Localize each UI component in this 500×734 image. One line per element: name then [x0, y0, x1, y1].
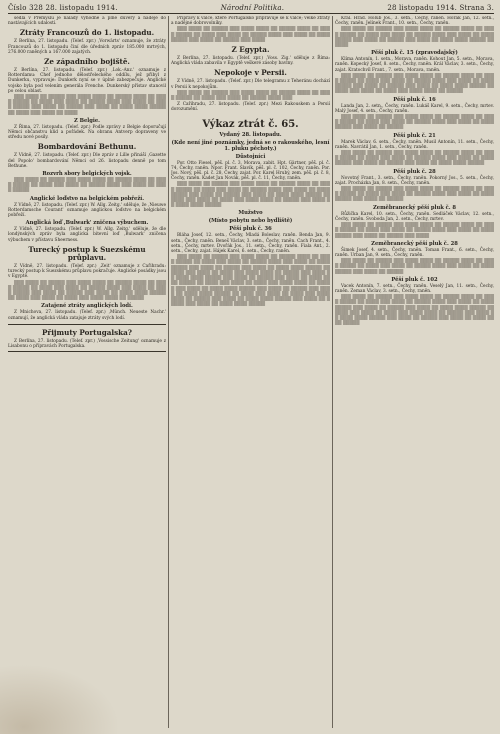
casualty-entries: Bláha Josef, 12. setn., Čechy, Mladá Boleslav, raněn. Benda Jan, 9. setn., Čechy, raněn. Beneš Václav, 3. setn., Čechy, raněn. Cach Frant., 4. setn., Čechy, mrtev. Dvořák Jos., 11. setn., Čechy, raněn. Fiala Ant., 2. setn., Čechy, zajat. Hájek Karel, 6. setn., Čechy, raněn. — [171, 233, 330, 255]
article-text: Z Berlína, 27. listopadu. (Telef. zpr.) ,Vorwärts' oznamuje, že ztráty Francouzů do 1. listopadu činí dle úředních zpráv 185.000 mrtvých, 276.000 raněných a 167.000 zajatých. — [8, 39, 166, 55]
boxed-article — [8, 324, 166, 352]
casualty-list-title: Výkaz ztrát č. 65. — [202, 118, 299, 130]
text-filler: ▒▒▒ ▒▒▒▒ ▒▒ ▒▒▒▒▒ ▒▒▒ ▒▒▒▒ ▒▒▒▒ ▒▒ ▒▒▒▒▒ ▒▒▒▒ ▒▒ ▒▒▒▒ ▒▒▒▒▒ ▒▒ ▒▒▒▒ ▒▒▒ ▒▒▒▒ ▒▒ ▒▒▒▒▒ ▒▒▒▒ ▒▒▒ — [171, 90, 330, 102]
column-divider — [168, 16, 169, 728]
section-heading: Důstojníci — [235, 153, 266, 160]
column-divider — [332, 16, 333, 728]
casualty-list-subtitle: Vydaný 28. listopadu. — [219, 131, 282, 138]
article-text: Přípravy k válce, které Portugalsko připravuje se k válce; velké ztráty a nadějné dobrovolníky. — [171, 16, 330, 27]
text-filler: ▒▒▒ ▒▒▒▒ ▒▒ ▒▒▒▒▒ ▒▒▒ ▒▒▒▒ ▒▒▒▒ ▒▒ ▒▒▒▒▒ ▒▒▒▒ ▒▒ ▒▒▒▒ ▒▒▒▒▒ ▒▒ ▒▒▒▒ ▒▒▒ ▒▒▒▒ ▒▒ ▒▒▒▒▒ ▒▒▒▒ ▒▒▒ ▒▒▒▒ ▒▒ ▒▒▒▒ ▒▒▒▒▒ ▒▒▒ ▒▒▒▒ ▒▒ ▒▒▒▒▒ ▒▒▒ ▒▒▒▒ ▒▒ ▒▒▒▒ ▒▒▒▒ ▒▒▒▒▒ ▒▒ ▒▒▒▒ ▒▒▒ ▒▒▒▒ ▒▒ ▒▒▒▒ ▒▒▒ ▒▒▒▒ ▒▒▒▒ ▒▒ ▒▒▒▒▒ ▒▒▒ ▒▒▒▒ ▒▒ ▒▒▒▒ ▒▒▒▒ ▒▒▒▒▒ ▒▒▒ ▒▒▒▒ ▒▒ ▒▒▒▒▒ ▒▒▒ ▒▒▒▒ ▒▒ ▒▒▒▒ ▒▒▒▒ ▒▒▒▒▒ ▒▒ ▒▒▒▒ ▒▒▒ ▒▒▒▒ ▒▒ ▒▒▒▒ ▒▒▒ ▒▒▒▒ ▒▒▒▒ ▒▒ ▒▒▒▒▒ ▒▒▒ ▒▒▒▒ ▒▒ ▒▒▒▒ ▒▒▒▒ ▒▒▒▒▒ ▒▒▒ ▒▒▒▒ ▒▒ ▒▒▒▒▒ ▒▒▒ ▒▒▒▒ ▒▒ ▒▒▒▒ ▒▒▒▒ ▒▒▒▒▒ ▒▒ ▒▒▒▒ ▒▒▒ ▒▒▒▒ ▒▒ ▒▒▒▒ ▒▒▒ ▒▒▒▒ ▒▒▒▒ ▒▒ ▒▒▒▒▒ ▒▒▒ ▒▒▒▒ ▒▒ ▒▒▒▒ ▒▒▒▒ ▒▒▒▒▒ ▒▒▒ ▒▒▒▒ ▒▒ ▒▒▒▒▒ ▒▒▒ ▒▒▒▒ ▒▒ ▒▒▒▒ ▒▒▒▒ ▒▒▒▒▒ — [171, 255, 330, 308]
casualty-entries: Marek Václav, 6. setn., Čechy, raněn. Musil Antonín, 11. setn., Čechy, raněn. Navrátil Jan, 1. setn., Čechy, raněn. — [335, 139, 494, 150]
text-filler: ▒▒▒ ▒▒▒▒ ▒▒ ▒▒▒▒▒ ▒▒▒ ▒▒▒▒ ▒▒▒▒ ▒▒ ▒▒▒▒▒ ▒▒▒▒ ▒▒ ▒▒▒▒ ▒▒▒▒▒ ▒▒ ▒▒▒▒ ▒▒▒ ▒▒▒▒ ▒▒ ▒▒▒▒▒ ▒▒▒▒ ▒▒▒ ▒▒▒▒ ▒▒ ▒▒▒▒ ▒▒▒▒▒ ▒▒▒ ▒▒▒▒ ▒▒ ▒▒▒▒▒ ▒▒▒ ▒▒▒▒ ▒▒ ▒▒▒▒ ▒▒▒▒ ▒▒▒▒▒ ▒▒ ▒▒▒▒ ▒▒▒ ▒▒▒▒ ▒▒ ▒▒▒▒ ▒▒▒ ▒▒▒▒ ▒▒▒▒ ▒▒ ▒▒▒▒▒ — [335, 73, 494, 95]
article-heading: Rozvrh sbory belgických vojsk. — [42, 171, 132, 178]
article-heading: Ze západního bojiště. — [44, 57, 130, 67]
casualty-entries: Šimek Josef, 4. setn., Čechy, raněn. Toman Frant., 6. setn., Čechy, raněn. Urban Jan, 9. setn., Čechy, raněn. — [335, 247, 494, 258]
article-heading: Nepokoje v Persii. — [214, 68, 287, 78]
casualty-entries: Král. Hrad. Holub Jos., 3. setn., Čechy, raněn. Horák Jan, 12. setn., Čechy, raněn. Jelínek Frant., 10. setn., Čechy, raněn. — [335, 16, 494, 27]
article-heading: Přijmuty Portugalska? — [42, 327, 132, 337]
column-3 — [335, 16, 494, 728]
text-filler: ▒▒▒ ▒▒▒▒ ▒▒ ▒▒▒▒▒ ▒▒▒ ▒▒▒▒ ▒▒▒▒ ▒▒ ▒▒▒▒▒ ▒▒▒▒ ▒▒ ▒▒▒▒ ▒▒▒▒▒ ▒▒ ▒▒▒▒ ▒▒▒ ▒▒▒▒ ▒▒ ▒▒▒▒▒ ▒▒▒▒ ▒▒▒ ▒▒▒▒ ▒▒ ▒▒▒▒ ▒▒▒▒▒ ▒▒▒ ▒▒▒▒ ▒▒ ▒▒▒▒▒ ▒▒▒ ▒▒▒▒ ▒▒ ▒▒▒▒ ▒▒▒▒ ▒▒▒▒▒ ▒▒ ▒▒▒▒ ▒▒▒ ▒▒▒▒ ▒▒ ▒▒▒▒ ▒▒▒ ▒▒▒▒ ▒▒▒▒ ▒▒ ▒▒▒▒▒ ▒▒▒ ▒▒▒▒ ▒▒ ▒▒▒▒ ▒▒▒▒ ▒▒▒▒▒ — [171, 182, 330, 209]
article-heading: Anglická loď ,Bulwark' zničena výbuchem. — [25, 220, 149, 227]
text-filler: ▒▒▒ ▒▒▒▒ ▒▒ ▒▒▒▒▒ ▒▒▒ ▒▒▒▒ ▒▒▒▒ ▒▒ ▒▒▒▒▒ ▒▒▒▒ ▒▒ ▒▒▒▒ ▒▒▒▒▒ ▒▒ ▒▒▒▒ ▒▒▒ ▒▒▒▒ ▒▒ ▒▒▒▒▒ ▒▒▒▒ ▒▒▒ ▒▒▒▒ ▒▒ ▒▒▒▒ ▒▒▒▒▒ ▒▒▒ ▒▒▒▒ ▒▒ ▒▒▒▒▒ ▒▒▒ ▒▒▒▒ — [171, 27, 330, 43]
regiment-heading: Pěší pluk č. 21 — [393, 132, 436, 139]
text-filler: ▒▒▒ ▒▒▒▒ ▒▒ ▒▒▒▒▒ ▒▒▒ ▒▒▒▒ ▒▒▒▒ ▒▒ ▒▒▒▒▒ ▒▒▒▒ ▒▒ ▒▒▒▒ ▒▒▒▒▒ ▒▒ ▒▒▒▒ ▒▒▒ ▒▒▒▒ ▒▒ ▒▒▒▒▒ ▒▒▒▒ ▒▒▒ ▒▒▒▒ ▒▒ ▒▒▒▒ ▒▒▒▒▒ ▒▒▒ ▒▒▒▒ ▒▒ ▒▒▒▒▒ — [335, 187, 494, 203]
article-heading: Z Belgie. — [74, 117, 100, 124]
casualty-list-note: (Kde není jiné poznámky, jedná se o rakouského, lesní 1. pluku pěchoty.) — [171, 139, 330, 152]
section-heading: Mužstvo — [238, 210, 263, 217]
casualty-entries: Por. Otto Fiesel, pěš. pl. č. 3, Morava, zabit. Hpt. Gärtner, pěš. pl. č. 74, Čechy, raněn. Npor. Frant. Slavík, pěš. pl. č. 102, Čechy, raněn. Por. Jos. Nový, pěš. pl. č. 28, Čechy, zajat. Por. Karel Hrubý, zem. pěš. pl. č. 8, Čechy, raněn. Kadet Jan Novák, pěš. pl. č. 11, Čechy, raněn. — [171, 160, 330, 182]
regiment-heading: Pěší pluk č. 28 — [393, 168, 436, 175]
article-text: Z Berlína, 27. listopadu. (Telef. zpr.) ,Vossische Zeitung' oznamuje z Lisabonu o přípravách Portugalska. — [8, 338, 166, 349]
issue-number: Číslo 328 28. listopadu 1914. — [8, 4, 118, 12]
article-heading: Zatajené ztráty anglických lodí. — [41, 303, 133, 310]
article-text: sedla v Přemyšlu je nálady výhodné a plné důvěry a naděje do nastávajících udalostí. — [8, 16, 166, 27]
header-rule — [8, 13, 494, 14]
article-text: Z Vídně, 27. listopadu. (Telef. zpr.) Dle zpráv z Lille přináší ,Gazette del Popolo' bombardování Němci od 26. listopadu denně po tom Bethune. — [8, 153, 166, 169]
column-1 — [8, 16, 166, 728]
regiment-heading: Pěší pluk č. 15 (zpravodajský) — [371, 50, 458, 57]
casualty-entries: Vacek Antonín, 7. setn., Čechy, raněn. Veselý Jan, 11. setn., Čechy, raněn. Zeman Václav, 3. setn., Čechy, raněn. — [335, 283, 494, 294]
text-filler: ▒▒▒ ▒▒▒▒ ▒▒ ▒▒▒▒▒ ▒▒▒ ▒▒▒▒ ▒▒▒▒ ▒▒ ▒▒▒▒▒ ▒▒▒▒ ▒▒ ▒▒▒▒ ▒▒▒▒▒ ▒▒ ▒▒▒▒ ▒▒▒ ▒▒▒▒ ▒▒ ▒▒▒▒▒ ▒▒▒▒ ▒▒▒ ▒▒▒▒ ▒▒ ▒▒▒▒ ▒▒▒▒▒ ▒▒▒ ▒▒▒▒ ▒▒ ▒▒▒▒▒ ▒▒▒ ▒▒▒▒ ▒▒ ▒▒▒▒ ▒▒▒▒ ▒▒▒▒▒ ▒▒ ▒▒▒▒ ▒▒▒ ▒▒▒▒ ▒▒ ▒▒▒▒ — [8, 95, 166, 116]
page-header — [8, 3, 494, 13]
article-text: Z Vídně, 27. listopadu. (Telef. zpr.) Dle telegramu z Teheránu dochází v Persii k nepokojům. — [171, 79, 330, 90]
casualty-entries: Landa Jan, 2. setn., Čechy, raněn. Lukáš Karel, 9. setn., Čechy, mrtev. Malý Josef, 4. setn., Čechy, raněn. — [335, 103, 494, 114]
article-text: Z Vídně, 27. listopadu. (Telef. zpr.) W. Allg. Zeitg.' sděluje, že dle londýnských zpráv byla anglická bitevní loď ,Bulwark' zničena výbuchem v přístavu Sheerness. — [8, 227, 166, 243]
page-number: 28 listopadu 1914. Strana 3. — [387, 4, 494, 12]
text-filler: ▒▒▒ ▒▒▒▒ ▒▒ ▒▒▒▒▒ ▒▒▒ ▒▒▒▒ ▒▒▒▒ ▒▒ ▒▒▒▒▒ ▒▒▒▒ ▒▒ ▒▒▒▒ ▒▒▒▒▒ ▒▒ ▒▒▒▒ ▒▒▒ ▒▒▒▒ ▒▒ ▒▒▒▒▒ ▒▒▒▒ ▒▒▒ ▒▒▒▒ ▒▒ ▒▒▒▒ ▒▒▒▒▒ ▒▒▒ ▒▒▒▒ ▒▒ ▒▒▒▒▒ ▒▒▒ ▒▒▒▒ — [335, 223, 494, 239]
text-filler: ▒▒▒ ▒▒▒▒ ▒▒ ▒▒▒▒▒ ▒▒▒ ▒▒▒▒ ▒▒▒▒ ▒▒ ▒▒▒▒▒ ▒▒▒▒ ▒▒ ▒▒▒▒ ▒▒▒▒▒ ▒▒ ▒▒▒▒ ▒▒▒ ▒▒▒▒ ▒▒ ▒▒▒▒▒ ▒▒▒▒ ▒▒▒ ▒▒▒▒ ▒▒ ▒▒▒▒ ▒▒▒▒▒ ▒▒▒ ▒▒▒▒ ▒▒ ▒▒▒▒▒ — [335, 259, 494, 275]
text-filler: ▒▒▒ ▒▒▒▒ ▒▒ ▒▒▒▒▒ ▒▒▒ ▒▒▒▒ ▒▒▒▒ ▒▒ ▒▒▒▒▒ ▒▒▒▒ ▒▒ ▒▒▒▒ ▒▒▒▒▒ ▒▒ ▒▒▒▒ ▒▒▒ ▒▒▒▒ ▒▒ ▒▒▒▒▒ ▒▒▒▒ ▒▒▒ ▒▒▒▒ ▒▒ ▒▒▒▒ ▒▒▒▒▒ ▒▒▒ ▒▒▒▒ ▒▒ ▒▒▒▒▒ ▒▒▒ ▒▒▒▒ ▒▒ ▒▒▒▒ ▒▒▒▒ ▒▒▒▒▒ ▒▒ ▒▒▒▒ ▒▒▒ ▒▒▒▒ ▒▒ ▒▒▒▒ ▒▒▒ ▒▒▒▒ ▒▒▒▒ ▒▒ ▒▒▒▒▒ — [8, 280, 166, 302]
text-filler: ▒▒▒ ▒▒▒▒ ▒▒ ▒▒▒▒▒ ▒▒▒ ▒▒▒▒ ▒▒▒▒ ▒▒ ▒▒▒▒▒ ▒▒▒▒ ▒▒ ▒▒▒▒ ▒▒▒▒▒ ▒▒ ▒▒▒▒ ▒▒▒ ▒▒▒▒ ▒▒ ▒▒▒▒▒ ▒▒▒▒ ▒▒▒ ▒▒▒▒ ▒▒ ▒▒▒▒ ▒▒▒▒▒ ▒▒▒ ▒▒▒▒ ▒▒ ▒▒▒▒▒ ▒▒▒ ▒▒▒▒ ▒▒ ▒▒▒▒ ▒▒▒▒ ▒▒▒▒▒ ▒▒ ▒▒▒▒ ▒▒▒ ▒▒▒▒ ▒▒ ▒▒▒▒ ▒▒▒ ▒▒▒▒ ▒▒▒▒ ▒▒ ▒▒▒▒▒ ▒▒▒ ▒▒▒▒ ▒▒ ▒▒▒▒ ▒▒▒▒ ▒▒▒▒▒ ▒▒▒ ▒▒▒▒ ▒▒ ▒▒▒▒▒ ▒▒▒ ▒▒▒▒ ▒▒ ▒▒▒▒ ▒▒▒▒ ▒▒▒▒▒ — [335, 295, 494, 327]
text-filler: ▒▒▒ ▒▒▒▒ ▒▒ ▒▒▒▒▒ ▒▒▒ ▒▒▒▒ ▒▒▒▒ ▒▒ ▒▒▒▒▒ ▒▒▒▒ ▒▒ ▒▒▒▒ ▒▒▒▒▒ ▒▒ ▒▒▒▒ ▒▒▒ ▒▒▒▒ ▒▒ ▒▒▒▒▒ ▒▒▒▒ ▒▒▒ ▒▒▒▒ ▒▒ ▒▒▒▒ ▒▒▒▒▒ ▒▒▒ ▒▒▒▒ ▒▒ ▒▒▒▒▒ — [335, 115, 494, 131]
casualty-entries: Růžička Karel, 10. setn., Čechy, raněn. Sedláček Václav, 12. setn., Čechy, raněn. Svoboda Jan, 2. setn., Čechy, mrtev. — [335, 211, 494, 222]
article-text: Z Mnichova, 27. listopadu. (Telef. zpr.) ,Münch. Neueste Nachr.' oznamují, že anglická vláda zatajuje ztráty svých lodí. — [8, 310, 166, 321]
article-text: Z Vídně, 27. listopadu. (Telef. zpr.) ,Zeit' oznamuje z Cařihradu: turecký postup k Suezskému průplavu pokračuje. Anglické posádky jsou v Egyptě. — [8, 263, 166, 280]
masthead-title: Národní Politika. — [220, 4, 285, 12]
regiment-heading: Pěší pluk č. 102 — [391, 276, 438, 283]
casualty-entries: Novotný Frant., 3. setn., Čechy, raněn. Pokorný Jos., 5. setn., Čechy, zajat. Procházka Jan, 8. setn., Čechy, raněn. — [335, 175, 494, 186]
text-filler: ▒▒▒ ▒▒▒▒ ▒▒ ▒▒▒▒▒ ▒▒▒ ▒▒▒▒ ▒▒▒▒ ▒▒ ▒▒▒▒▒ ▒▒▒▒ ▒▒ ▒▒▒▒ ▒▒▒▒▒ ▒▒ ▒▒▒▒ ▒▒▒ ▒▒▒▒ ▒▒ ▒▒▒▒▒ ▒▒▒▒ ▒▒▒ ▒▒▒▒ ▒▒ ▒▒▒▒ ▒▒▒▒▒ — [8, 178, 166, 194]
article-text: Z Berlína, 27. listopadu. (Telef. zpr.) ,Voss. Zig.' sděluje z Říma: Anglická vláda zabavila v Egyptě veškeré zásoby bavlny. — [171, 56, 330, 67]
regiment-heading: Pěší pluk č. 16 — [393, 96, 436, 103]
article-text: Z Berlína, 27. listopadu. (Telef. zpr.) ,Lok.-Anz.' oznamuje z Rotterdamu: Chef jednoho dělostřeleckého oddílu, jež přibyl z Dunkerku, vypravuje: Dunkerk nyní se v úplně zabezpečuje. Anglické vojsko byla pod velením generála Frenche. Dunkerský přístav stanovil po celou oblast. — [8, 68, 166, 94]
regiment-heading: Zeměbranecký pěší pluk č. 8 — [372, 204, 457, 211]
text-filler: ▒▒▒ ▒▒▒▒ ▒▒ ▒▒▒▒▒ ▒▒▒ ▒▒▒▒ ▒▒▒▒ ▒▒ ▒▒▒▒▒ ▒▒▒▒ ▒▒ ▒▒▒▒ ▒▒▒▒▒ ▒▒ ▒▒▒▒ ▒▒▒ ▒▒▒▒ ▒▒ ▒▒▒▒▒ ▒▒▒▒ ▒▒▒ ▒▒▒▒ ▒▒ ▒▒▒▒ ▒▒▒▒▒ ▒▒▒ ▒▒▒▒ ▒▒ ▒▒▒▒▒ ▒▒▒ ▒▒▒▒ ▒▒ ▒▒▒▒ ▒▒▒▒ ▒▒▒▒▒ — [335, 151, 494, 167]
regiment-heading: Pěší pluk č. 36 — [229, 226, 272, 233]
regiment-heading: Zeměbranecký pěší pluk č. 28 — [371, 240, 458, 247]
casualty-entries: Klíma Antonín, 1. setn., Morava, raněn. Kohout Jan, 5. setn., Morava, raněn. Kopecký Josef, 8. setn., Čechy, raněn. Král Václav, 3. setn., Čechy, zajat. Kratochvíl Frant., 7. setn., Morava, raněn. — [335, 57, 494, 73]
section-note: (Místo pobytu nebo bydliště) — [208, 218, 293, 225]
column-2 — [171, 16, 330, 728]
article-heading: Turecký postup k Suezskému průplavu. — [28, 244, 146, 262]
article-heading: Bombardování Bethunu. — [37, 142, 137, 152]
text-filler: ▒▒▒ ▒▒▒▒ ▒▒ ▒▒▒▒▒ ▒▒▒ ▒▒▒▒ ▒▒▒▒ ▒▒ ▒▒▒▒▒ ▒▒▒▒ ▒▒ ▒▒▒▒ ▒▒▒▒▒ ▒▒ ▒▒▒▒ ▒▒▒ ▒▒▒▒ ▒▒ ▒▒▒▒▒ ▒▒▒▒ ▒▒▒ ▒▒▒▒ ▒▒ ▒▒▒▒ ▒▒▒▒▒ ▒▒▒ ▒▒▒▒ ▒▒ ▒▒▒▒▒ ▒▒▒ ▒▒▒▒ ▒▒ ▒▒▒▒ ▒▒▒▒ ▒▒▒▒▒ ▒▒ ▒▒▒▒ — [335, 27, 494, 49]
article-heading: Z Egypta. — [231, 45, 270, 55]
article-text: Z Řima, 27. listopadu. (Telef. zpr.) Podle zprávy z Belgie doporučují Němci občanstvu klid a pořádek. Na obranu Antverp dopraveny ve středu nové posily. — [8, 124, 166, 141]
article-text: Z Vídně, 27. listopadu. (Telef. zpr.) W. Allg. Zeitg.' sděluje, že ,Nieuwe Rotterdamsche Courant' oznamuje anglickou loďstvo na belgickém pobřeží. — [8, 202, 166, 219]
article-text: Z Cařihradu, 27. listopadu. (Telef. zpr.) Mezi Rakouskem a Persií dorozumění. — [171, 102, 330, 113]
article-heading: Anglické loďstvo na belgickém pobřeží. — [29, 195, 145, 202]
article-heading: Ztráty Francouzů do 1. listopadu. — [19, 28, 155, 38]
